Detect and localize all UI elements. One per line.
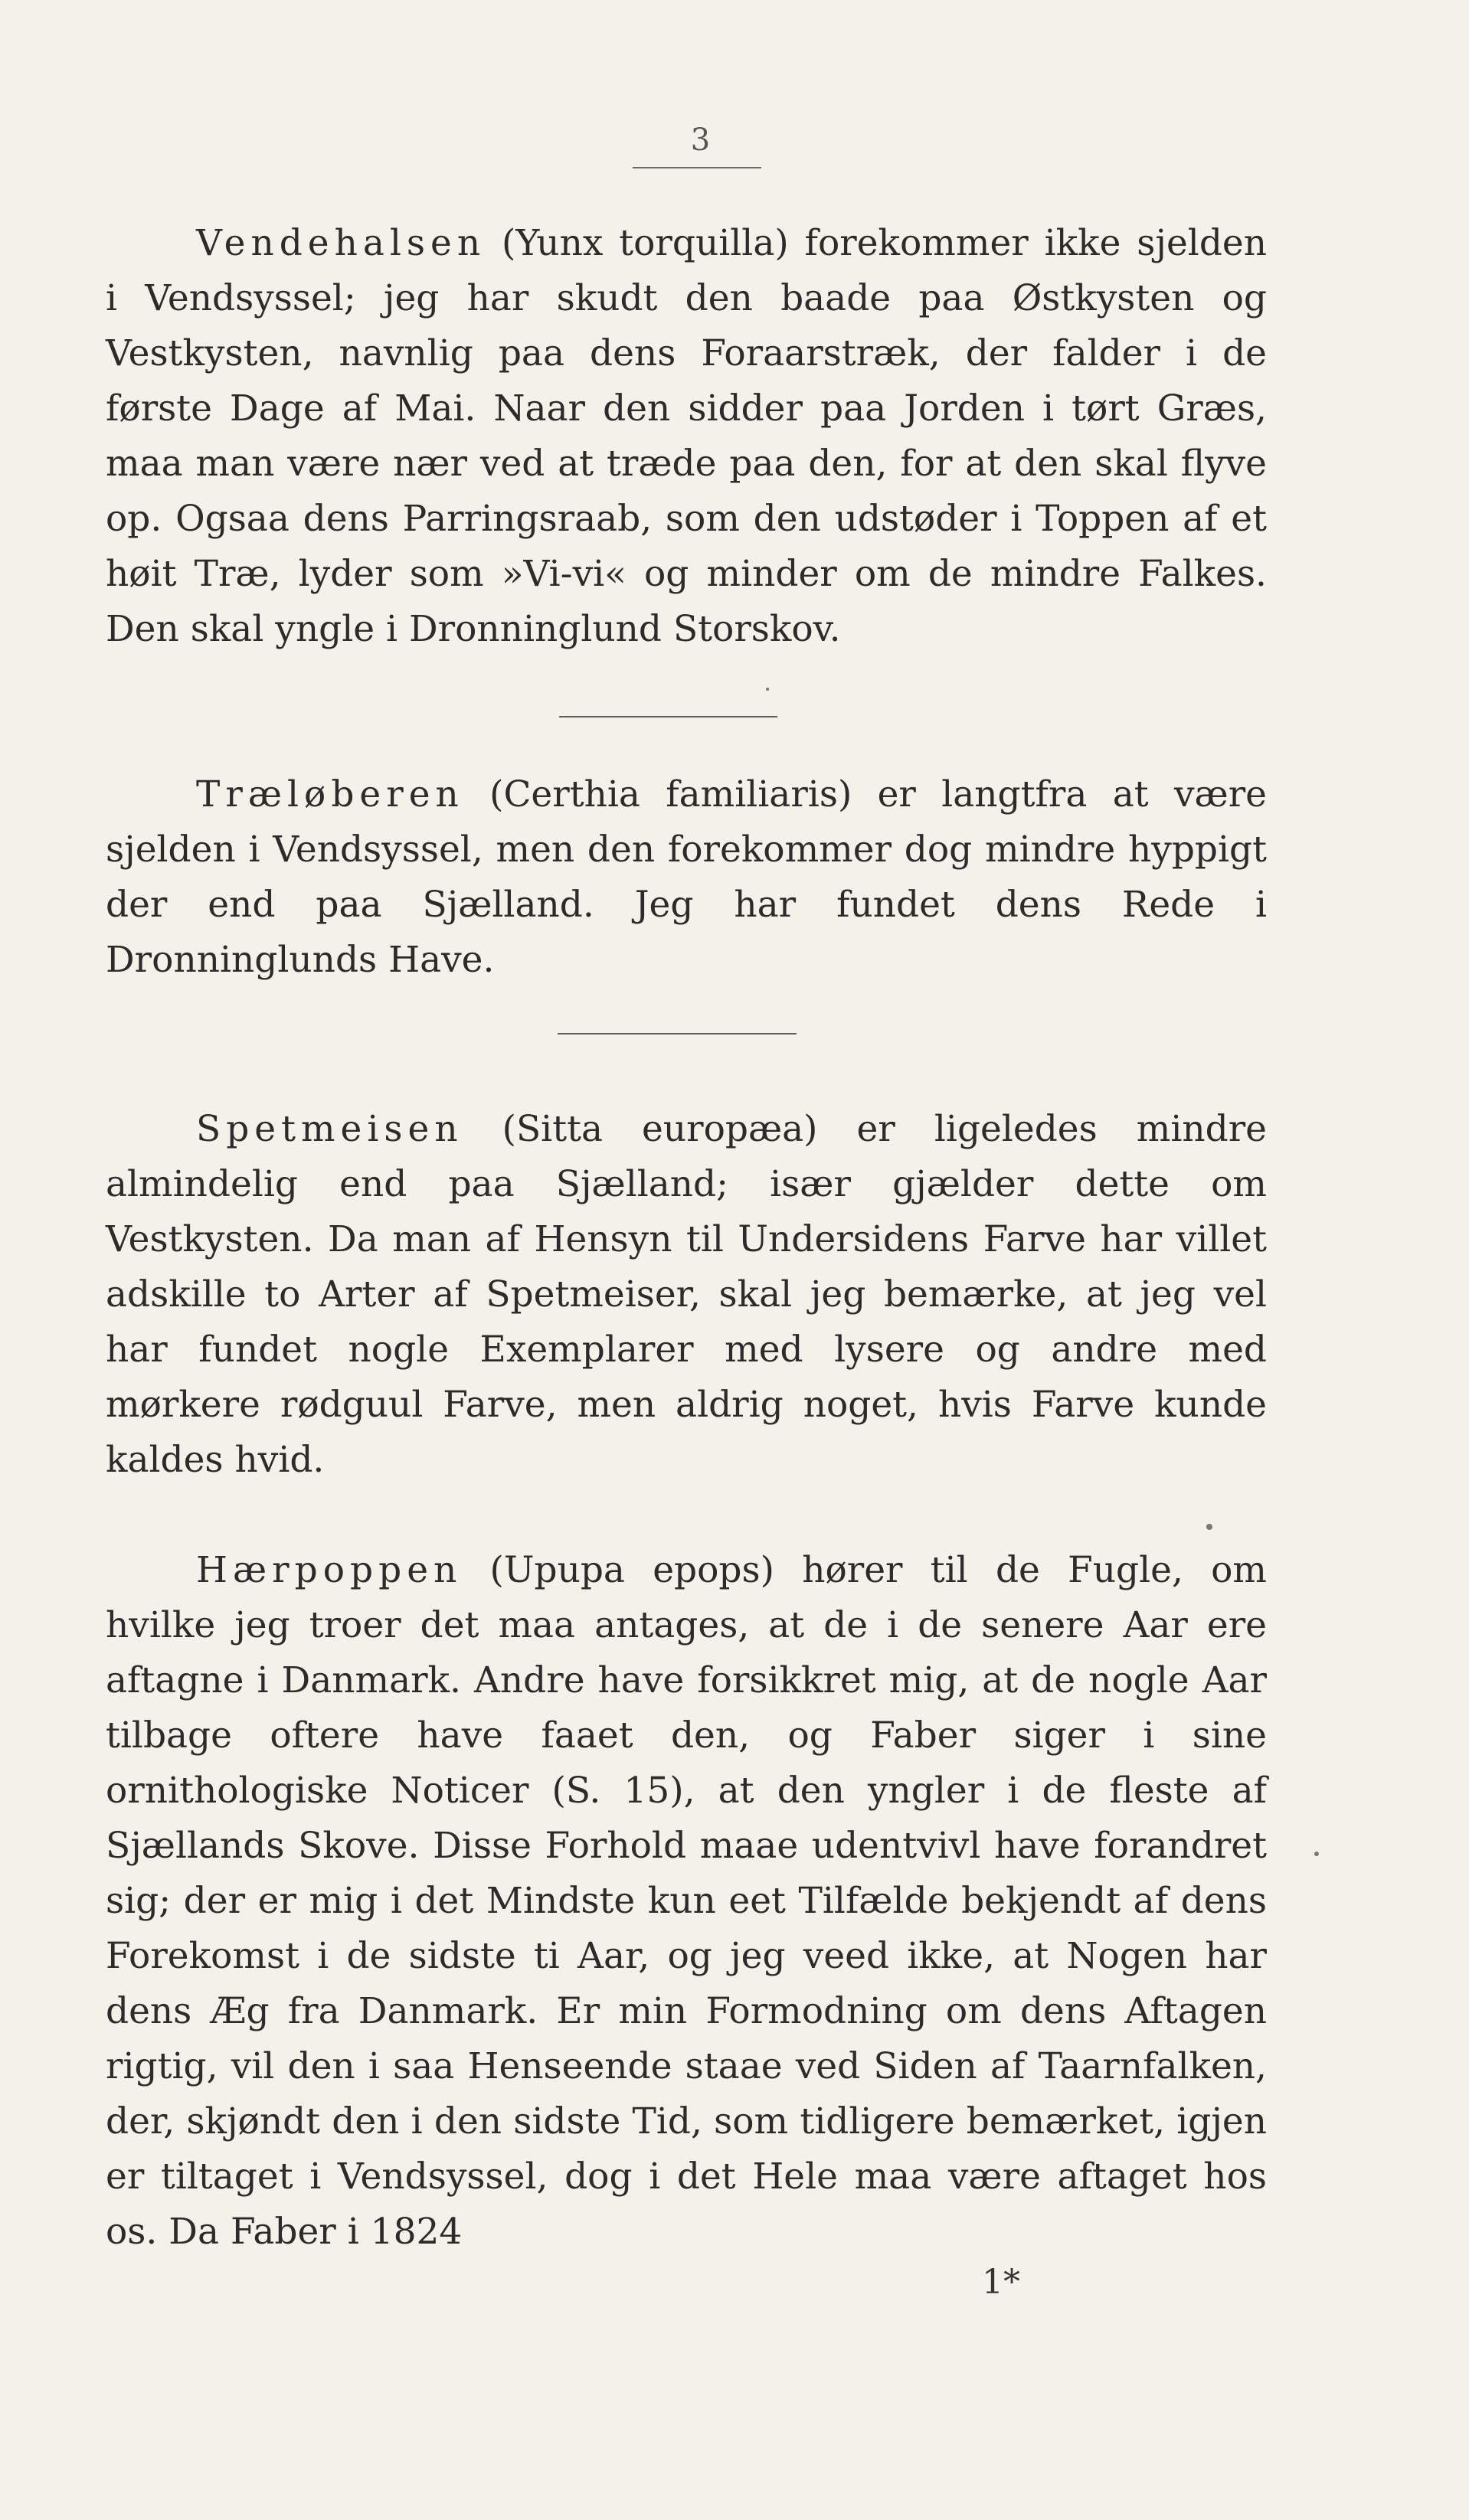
signature-mark: 1* — [982, 2263, 1020, 2302]
section-divider — [559, 716, 777, 717]
entry-text: (Upupa epops) hører til de Fugle, om hvilke jeg troer det maa antages, at de i de senere Aar ere aftagne i Danmark. Andre have forsikkret mig, at de nogle Aar tilbage oftere have faaet den, og Faber siger i sine ornithologiske Noticer (S. 15), at den yngler i de fleste af Sjællands Skove. Disse Forhold maae udentvivl have forandret sig; der er mig i det Mindste kun eet Tilfælde bekjendt af dens Forekomst i de sidste ti Aar, og jeg veed ikke, at Nogen har dens Æg fra Danmark. Er min Formodning om dens Aftagen rigtig, vil den i saa Henseende staae ved Siden af Taarnfalken, der, skjøndt den i den sidste Tid, som tidligere bemærket, igjen er tiltaget i Vendsyssel, dog i det Hele maa være aftaget hos os. Da Faber i 1824 — [106, 1549, 1267, 2253]
page-number: 3 — [690, 123, 712, 158]
species-name: Træløberen — [196, 773, 464, 815]
species-name: Vendehalsen — [196, 222, 486, 264]
ink-speck — [1206, 1524, 1212, 1530]
entry-traeloberen — [106, 767, 1267, 988]
species-name: Hærpoppen — [196, 1549, 463, 1591]
page-number-rule — [633, 167, 761, 168]
species-name: Spetmeisen — [196, 1108, 463, 1150]
entry-spetmeisen — [106, 1102, 1267, 1488]
entry-haerpoppen — [106, 1543, 1267, 2260]
entry-text: (Yunx torquilla) forekommer ikke sjelden i Vendsyssel; jeg har skudt den baade paa Østkysten og Vestkysten, navnlig paa dens Foraarstræk, der falder i de første Dage af Mai. Naar den sidder paa Jorden i tørt Græs, maa man være nær ved at træde paa den, for at den skal flyve op. Ogsaa dens Parringsraab, som den udstøder i Toppen af et høit Træ, lyder som »Vi-vi« og minder om de mindre Falkes. Den skal yngle i Dronninglund Storskov. — [106, 222, 1267, 650]
entry-vendehalsen — [106, 216, 1267, 657]
section-divider — [558, 1033, 797, 1034]
entry-text: (Sitta europæa) er ligeledes mindre almindelig end paa Sjælland; især gjælder dette om Vestkysten. Da man af Hensyn til Undersidens Farve har villet adskille to Arter af Spetmeiser, skal jeg bemærke, at jeg vel har fundet nogle Exemplarer med lysere og andre med mørkere rødguul Farve, men aldrig noget, hvis Farve kunde kaldes hvid. — [106, 1108, 1267, 1481]
ink-speck — [766, 688, 769, 691]
ink-speck — [1314, 1852, 1319, 1856]
entry-text: (Certhia familiaris) er langtfra at være sjelden i Vendsyssel, men den forekommer dog mindre hyppigt der end paa Sjælland. Jeg har fundet dens Rede i Dronninglunds Have. — [106, 773, 1267, 981]
